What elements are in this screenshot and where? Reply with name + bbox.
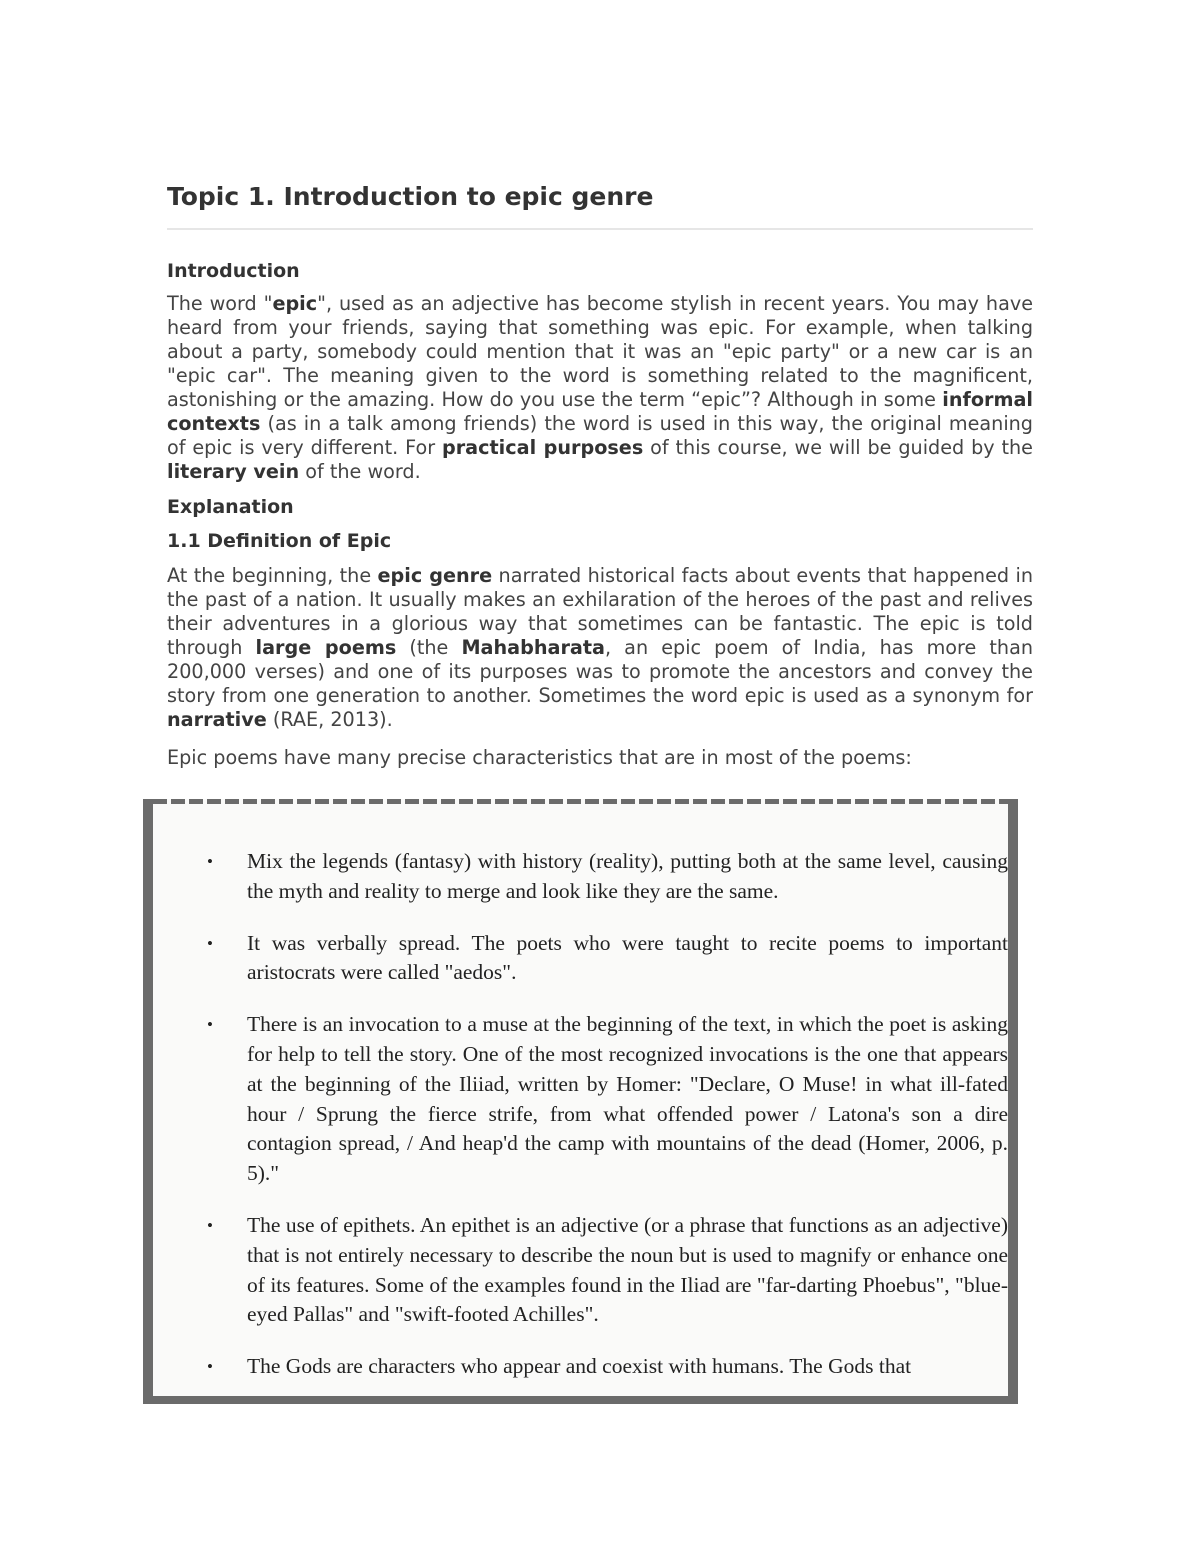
bold-term: informal contexts [167,388,1033,435]
characteristics-lead: Epic poems have many precise characteristics that are in most of the poems: [167,746,912,769]
page-title: Topic 1. Introduction to epic genre [167,180,1033,230]
list-item: • It was verbally spread. The poets who were taught to recite poems to important aristocrats were called "aedos". [207,930,1008,985]
definition-subheading: 1.1 Definition of Epic [167,530,392,552]
bold-term: narrative [167,708,267,731]
bold-term: large poems [255,636,397,659]
list-item: • The Gods are characters who appear and coexist with humans. The Gods that [203,1352,1008,1382]
introduction-heading: Introduction [167,260,300,282]
bold-term: Mahabharata [461,636,605,659]
bullet-icon: • [207,933,213,953]
introduction-paragraph: The word "epic", used as an adjective has become stylish in recent years. You may have heard from your friends, saying that something was epic. For example, when talking about a party, somebody could mention that it was an "epic party" or a new car is an "epic car". The meaning given to the word is something related to the magnificent, astonishing or the amazing. How do you use the term “epic”? Although in some informal contexts (as in a talk among friends) the word is used in this way, the original meaning of epic is very different. For practical purposes of this course, we will be guided by the literary vein of the word. [167,292,1033,483]
characteristics-box [143,799,1018,1404]
bullet-icon: • [207,852,213,871]
bold-term: practical purposes [441,436,644,459]
list-item: • The use of epithets. An epithet is an adjective (or a phrase that functions as an adjective) that is not entirely necessary to describe the noun but is used to magnify or enhance one of its features. Some of the examples found in the Iliad are "far-darting Phoebus", "blue-eyed Pallas" and "swift-footed Achilles". [207,1212,1008,1327]
bold-term: epic genre [377,564,493,587]
bullet-icon: • [207,1357,213,1377]
list-item: • Mix the legends (fantasy) with history (reality), putting both at the same level, causing the myth and reality to merge and look like they are the same. [207,849,1008,903]
list-item: • There is an invocation to a muse at the beginning of the text, in which the poet is asking for help to tell the story. One of the most recognized invocations is the one that appears at the beginning of the Iliiad, written by Homer: "Declare, O Muse! in what ill-fated hour / Sprung the fierce strife, from what offended power / Latona's son a dire contagion spread, / And heap'd the camp with mountains of the dead (Homer, 2006, p. 5)." [207,1012,1008,1186]
explanation-heading: Explanation [167,496,294,518]
bold-term: epic [272,292,318,315]
characteristics-list [203,847,1008,1404]
definition-paragraph: At the beginning, the epic genre narrated historical facts about events that happened in the past of a nation. It usually makes an exhilaration of the heroes of the past and relives their adventures in a glorious way that sometimes can be fantastic. The epic is told through large poems (the Mahabharata, an epic poem of India, has more than 200,000 verses) and one of its purposes was to promote the ancestors and convey the story from one generation to another. Sometimes the word epic is used as a synonym for narrative (RAE, 2013). [167,564,1033,731]
bullet-icon: • [207,1215,213,1235]
bullet-icon: • [207,1015,213,1035]
bold-term: literary vein [167,460,300,483]
document-content [167,180,1033,770]
dashed-border [153,799,1008,804]
